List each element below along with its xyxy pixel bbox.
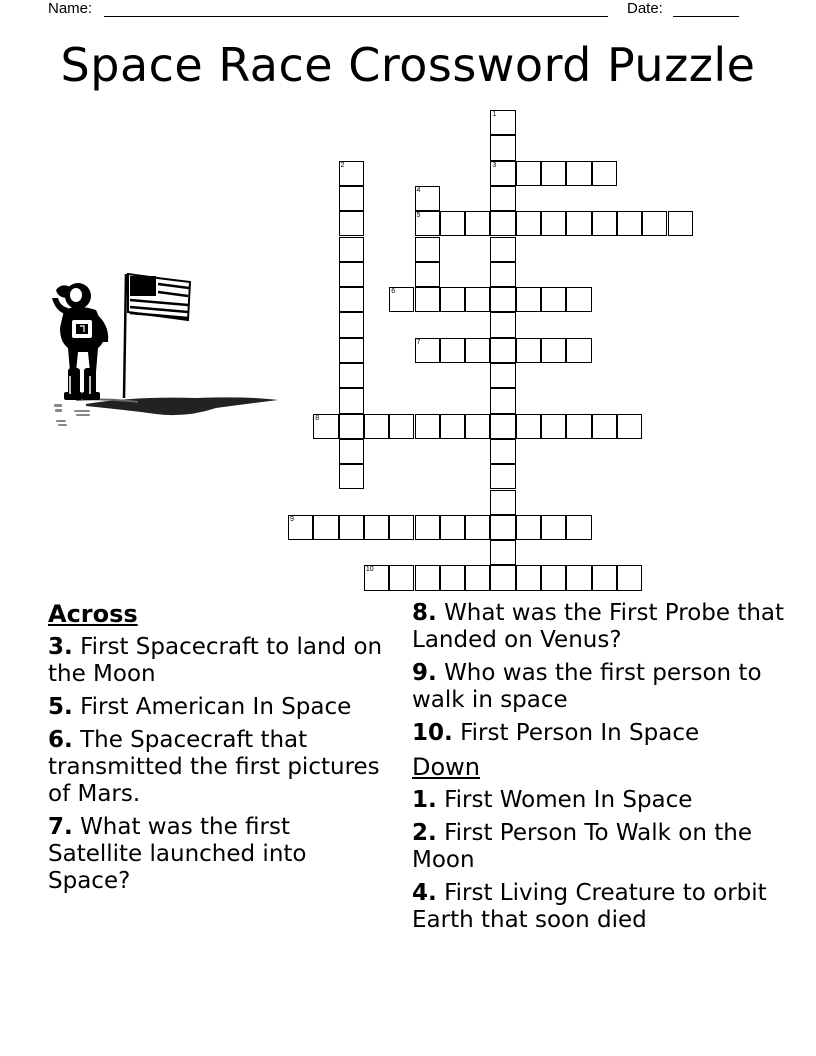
crossword-cell[interactable] [415, 565, 440, 590]
crossword-cell[interactable] [364, 515, 389, 540]
crossword-cell[interactable] [490, 211, 515, 236]
crossword-cell[interactable] [490, 338, 515, 363]
crossword-cell[interactable] [642, 211, 667, 236]
cell-number: 3 [492, 161, 497, 169]
crossword-cell[interactable] [541, 287, 566, 312]
clue-text: Who was the first person to walk in space [412, 660, 762, 713]
astronaut-flag-illustration [46, 268, 282, 436]
crossword-cell[interactable] [566, 414, 591, 439]
crossword-cell[interactable] [313, 515, 338, 540]
crossword-cell[interactable] [541, 565, 566, 590]
crossword-cell[interactable] [339, 388, 364, 413]
crossword-cell[interactable] [516, 515, 541, 540]
crossword-cell[interactable] [592, 211, 617, 236]
crossword-cell[interactable] [566, 515, 591, 540]
crossword-cell[interactable] [339, 211, 364, 236]
crossword-cell[interactable] [490, 237, 515, 262]
cell-number: 9 [290, 515, 294, 523]
cell-number: 6 [391, 288, 396, 296]
cell-number: 4 [416, 186, 421, 194]
clue-text: First Spacecraft to land on the Moon [48, 634, 383, 687]
crossword-cell[interactable] [490, 540, 515, 565]
crossword-cell[interactable] [288, 515, 313, 540]
clue-across-7 [48, 814, 388, 895]
crossword-cell[interactable] [490, 312, 515, 337]
crossword-cell[interactable] [415, 338, 440, 363]
more-clues [412, 600, 792, 940]
crossword-cell[interactable] [617, 565, 642, 590]
crossword-cell[interactable] [465, 287, 490, 312]
crossword-cell[interactable] [490, 439, 515, 464]
crossword-cell[interactable] [541, 338, 566, 363]
crossword-cell[interactable] [516, 161, 541, 186]
cell-number: 8 [315, 414, 320, 422]
crossword-cell[interactable] [566, 338, 591, 363]
crossword-cell[interactable] [541, 515, 566, 540]
crossword-cell[interactable] [440, 338, 465, 363]
clue-across-10 [412, 720, 792, 747]
crossword-cell[interactable] [339, 237, 364, 262]
clue-across-8 [412, 600, 792, 654]
crossword-cell[interactable] [516, 287, 541, 312]
crossword-cell[interactable] [339, 312, 364, 337]
across-clues [48, 600, 388, 901]
crossword-cell[interactable] [339, 515, 364, 540]
clue-text: First Person To Walk on the Moon [412, 820, 752, 873]
crossword-cell[interactable] [415, 211, 440, 236]
crossword-cell[interactable] [389, 414, 414, 439]
crossword-cell[interactable] [415, 237, 440, 262]
clue-number: 9. [412, 660, 437, 686]
crossword-cell[interactable] [415, 287, 440, 312]
crossword-cell[interactable] [339, 186, 364, 211]
cell-number: 7 [416, 338, 421, 346]
cell-number: 10 [365, 566, 374, 574]
clue-number: 2. [412, 820, 437, 846]
crossword-cell[interactable] [617, 414, 642, 439]
crossword-cell[interactable] [490, 186, 515, 211]
clue-down-2 [412, 820, 792, 874]
crossword-cell[interactable] [465, 414, 490, 439]
cell-number: 2 [340, 161, 345, 169]
crossword-cell[interactable] [415, 186, 440, 211]
crossword-cell[interactable] [541, 414, 566, 439]
clue-text: First Women In Space [444, 787, 693, 813]
crossword-cell[interactable] [415, 515, 440, 540]
clue-number: 3. [48, 634, 73, 660]
clue-text: First American In Space [80, 694, 352, 720]
crossword-cell[interactable] [490, 414, 515, 439]
crossword-cell[interactable] [440, 515, 465, 540]
crossword-cell[interactable] [490, 262, 515, 287]
page-title: Space Race Crossword Puzzle [60, 38, 756, 92]
name-label: Name: [48, 0, 93, 17]
clue-number: 1. [412, 787, 437, 813]
crossword-cell[interactable] [516, 414, 541, 439]
clue-text: First Person In Space [460, 720, 700, 746]
crossword-cell[interactable] [465, 515, 490, 540]
clue-across-5 [48, 694, 388, 721]
clue-down-1 [412, 787, 792, 814]
crossword-cell[interactable] [440, 414, 465, 439]
crossword-cell[interactable] [490, 515, 515, 540]
clue-number: 6. [48, 727, 73, 753]
cell-number: 5 [416, 212, 421, 220]
clue-across-6 [48, 727, 388, 808]
crossword-cell[interactable] [415, 414, 440, 439]
crossword-cell[interactable] [465, 211, 490, 236]
clue-number: 4. [412, 880, 437, 906]
crossword-cell[interactable] [490, 161, 515, 186]
crossword-cell[interactable] [415, 262, 440, 287]
crossword-cell[interactable] [668, 211, 693, 236]
crossword-cell[interactable] [440, 211, 465, 236]
crossword-cell[interactable] [313, 414, 338, 439]
crossword-cell[interactable] [490, 565, 515, 590]
crossword-cell[interactable] [592, 414, 617, 439]
crossword-cell[interactable] [490, 388, 515, 413]
crossword-cell[interactable] [389, 287, 414, 312]
clue-number: 10. [412, 720, 453, 746]
clue-number: 8. [412, 600, 437, 626]
crossword-cell[interactable] [339, 262, 364, 287]
clue-text: First Living Creature to orbit Earth that soon died [412, 880, 767, 933]
crossword-cell[interactable] [566, 565, 591, 590]
crossword-cell[interactable] [339, 414, 364, 439]
crossword-cell[interactable] [490, 287, 515, 312]
cell-number: 1 [492, 111, 497, 118]
crossword-cell[interactable] [465, 338, 490, 363]
date-label: Date: [627, 0, 663, 17]
clue-across-3 [48, 634, 388, 688]
crossword-cell[interactable] [490, 464, 515, 489]
crossword-cell[interactable] [364, 414, 389, 439]
clue-text: What was the first Satellite launched into Space? [48, 814, 307, 894]
clue-down-4 [412, 880, 792, 934]
crossword-cell[interactable] [516, 338, 541, 363]
crossword-cell[interactable] [339, 338, 364, 363]
down-heading: Down [412, 753, 481, 781]
clue-across-9 [412, 660, 792, 714]
crossword-cell[interactable] [617, 211, 642, 236]
crossword-cell[interactable] [490, 490, 515, 515]
crossword-cell[interactable] [541, 161, 566, 186]
crossword-cell[interactable] [566, 161, 591, 186]
crossword-cell[interactable] [339, 439, 364, 464]
crossword-cell[interactable] [440, 287, 465, 312]
across-heading: Across [48, 600, 138, 628]
clue-text: The Spacecraft that transmitted the first pictures of Mars. [48, 727, 380, 807]
clue-number: 7. [48, 814, 73, 840]
clue-text: What was the First Probe that Landed on Venus? [412, 600, 785, 653]
crossword-cell[interactable] [440, 565, 465, 590]
crossword-cell[interactable] [516, 565, 541, 590]
crossword-cell[interactable] [516, 211, 541, 236]
crossword-cell[interactable] [490, 363, 515, 388]
crossword-cell[interactable] [566, 211, 591, 236]
crossword-cell[interactable] [364, 565, 389, 590]
crossword-cell[interactable] [566, 287, 591, 312]
crossword-cell[interactable] [339, 161, 364, 186]
crossword-cell[interactable] [592, 565, 617, 590]
crossword-cell[interactable] [490, 135, 515, 160]
crossword-cell[interactable] [339, 464, 364, 489]
crossword-cell[interactable] [592, 161, 617, 186]
crossword-cell[interactable] [339, 363, 364, 388]
crossword-cell[interactable] [541, 211, 566, 236]
crossword-cell[interactable] [389, 565, 414, 590]
clue-number: 5. [48, 694, 73, 720]
crossword-cell[interactable] [490, 110, 515, 135]
crossword-cell[interactable] [339, 287, 364, 312]
crossword-cell[interactable] [389, 515, 414, 540]
crossword-cell[interactable] [465, 565, 490, 590]
